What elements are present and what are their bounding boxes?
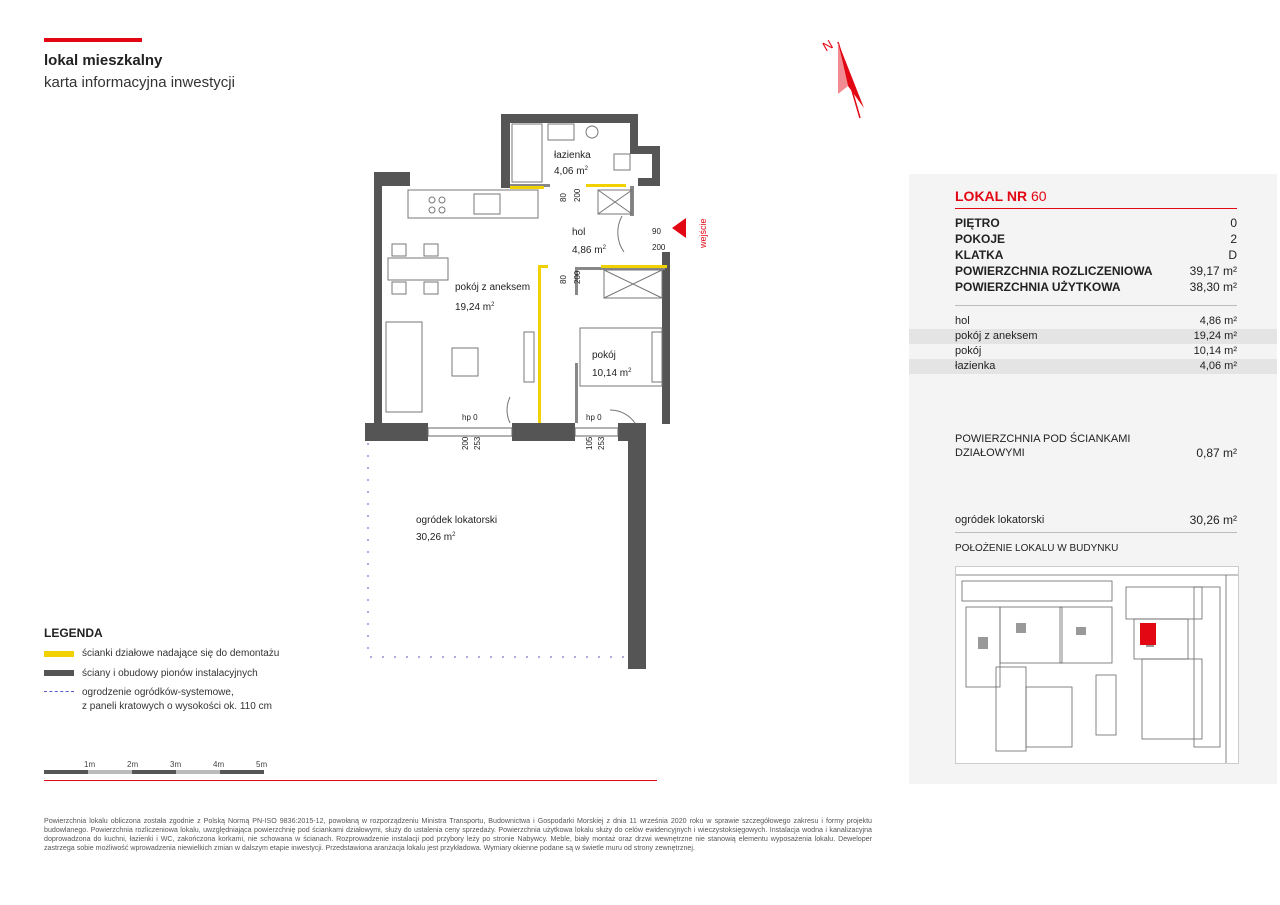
entrance-arrow-icon (672, 218, 686, 238)
spec-floor: PIĘTRO 0 (955, 216, 1237, 230)
scale-label-4m: 4m (213, 760, 225, 769)
room-label-bedroom: pokój (592, 350, 616, 361)
garden-fence (368, 443, 632, 657)
lokal-number: LOKAL NR 60 (955, 188, 1047, 204)
legend-title: LEGENDA (44, 626, 103, 640)
svg-text:253: 253 (597, 436, 606, 450)
floor-plan (360, 110, 708, 675)
footer-red-line (44, 780, 657, 781)
scale-label-3m: 3m (170, 760, 182, 769)
svg-text:200: 200 (652, 243, 666, 252)
svg-text:19,24 m2: 19,24 $m^2$ (455, 302, 495, 313)
legend-item-partitions: ścianki działowe nadające się do demontażu (82, 648, 280, 659)
room-label-bathroom: łazienka (554, 150, 591, 161)
room-row-bedroom: pokój 10,14 m² (955, 345, 1237, 357)
spec-billing-area: POWIERZCHNIA ROZLICZENIOWA 39,17 m² (955, 264, 1237, 278)
spec-staircase: KLATKA D (955, 248, 1237, 262)
site-plan (955, 566, 1239, 764)
garden-wall (628, 433, 646, 669)
spec-rooms: POKOJE 2 (955, 232, 1237, 246)
partition-label-1: POWIERZCHNIA POD ŚCIANKAMI (955, 433, 1131, 445)
header-accent-bar (44, 38, 142, 42)
room-row-hall: hol 4,86 m² (955, 315, 1237, 327)
scale-label-1m: 1m (84, 760, 96, 769)
scale-label-5m: 5m (256, 760, 268, 769)
svg-text:80: 80 (559, 275, 568, 284)
document-subtitle: karta informacyjna inwestycji (44, 74, 235, 91)
garden-label: ogródek lokatorski (955, 514, 1045, 526)
unit-location-marker (1140, 623, 1156, 645)
compass-north-label: N (819, 36, 836, 55)
scale-bar (44, 770, 264, 774)
svg-text:4,86 m2: 4,86 $m^2$ (572, 245, 606, 256)
svg-text:4,06 m2: 4,06 $m^2$ (554, 166, 588, 177)
svg-text:200: 200 (461, 436, 470, 450)
svg-text:200: 200 (573, 188, 582, 202)
legend-item-walls: ściany i obudowy pionów instalacyjnych (82, 668, 258, 679)
legend-grey-swatch (44, 670, 74, 676)
panel-red-line (955, 208, 1237, 209)
room-row-bathroom: łazienka 4,06 m² (909, 359, 1277, 374)
room-label-garden: ogródek lokatorski (416, 515, 498, 526)
legend-fence-swatch (44, 691, 74, 693)
svg-text:10,14 m2: 10,14 $m^2$ (592, 368, 632, 379)
partition-value: 0,87 m² (1196, 446, 1237, 460)
legend-yellow-swatch (44, 651, 74, 657)
svg-text:80: 80 (559, 193, 568, 202)
outer-walls (365, 114, 670, 441)
svg-text:253: 253 (473, 436, 482, 450)
svg-text:hp 0: hp 0 (586, 413, 602, 422)
spec-usable-area: POWIERZCHNIA UŻYTKOWA 38,30 m² (955, 280, 1237, 294)
document-title: lokal mieszkalny (44, 52, 163, 69)
room-label-living: pokój z aneksem (455, 282, 531, 293)
scale-label-2m: 2m (127, 760, 139, 769)
garden-divider (955, 532, 1237, 533)
svg-text:200: 200 (573, 270, 582, 284)
svg-text:90: 90 (652, 227, 661, 236)
location-label: POŁOŻENIE LOKALU W BUDYNKU (955, 543, 1119, 554)
garden-value: 30,26 m² (1189, 513, 1237, 527)
svg-text:hp 0: hp 0 (462, 413, 478, 422)
room-label-hall: hol (572, 227, 586, 238)
panel-divider (955, 305, 1237, 306)
partition-label-2: DZIAŁOWYMI (955, 447, 1025, 459)
svg-text:30,26 m2: 30,26 $m^2$ (416, 532, 456, 543)
legend-item-fence-2: z paneli kratowych o wysokości ok. 110 cm (82, 701, 272, 712)
removable-partitions (510, 184, 667, 423)
disclaimer-text: Powierzchnia lokalu obliczona została zgodnie z Polską Normą PN-ISO 9836:2015-12, powołaną w rozporządzeniu Ministra Transportu, Budownictwa i Gospodarki Morskiej z dnia 11 września 2020 roku w sprawie szczegółowego zakresu i formy projektu budowlanego. Powierzchnia rozliczeniowa lokalu, uwzględniająca powierzchnię pod ściankami działowymi, służy do ustalenia ceny sprzedaży. Powierzchnia użytkowa lokalu służy do celów ewidencyjnych i wieczystoksięgowych. Instalacja wodna i kanalizacyjna doprowadzona do kuchni, łazienki i WC, zakończona korkami, nie schowana w ścianach. Rozprowadzenie instalacji pod przybory leży po stronie Nabywcy. Meble, biały montaż oraz drzwi wewnętrzne nie stanowią elementu wyposażenia lokalu. Deweloper zastrzega sobie możliwość wprowadzenia niewielkich zmian w dalszym etapie inwestycji. Przedstawiona aranżacja lokalu jest przykładowa. Wymiary okienne podane są w świetle muru od strony zewnętrznej. (44, 817, 872, 852)
legend-item-fence: ogrodzenie ogródków-systemowe, (82, 687, 234, 698)
entrance-label: wejście (698, 218, 708, 248)
room-row-living: pokój z aneksem 19,24 m² (909, 329, 1277, 344)
svg-text:105: 105 (585, 436, 594, 450)
